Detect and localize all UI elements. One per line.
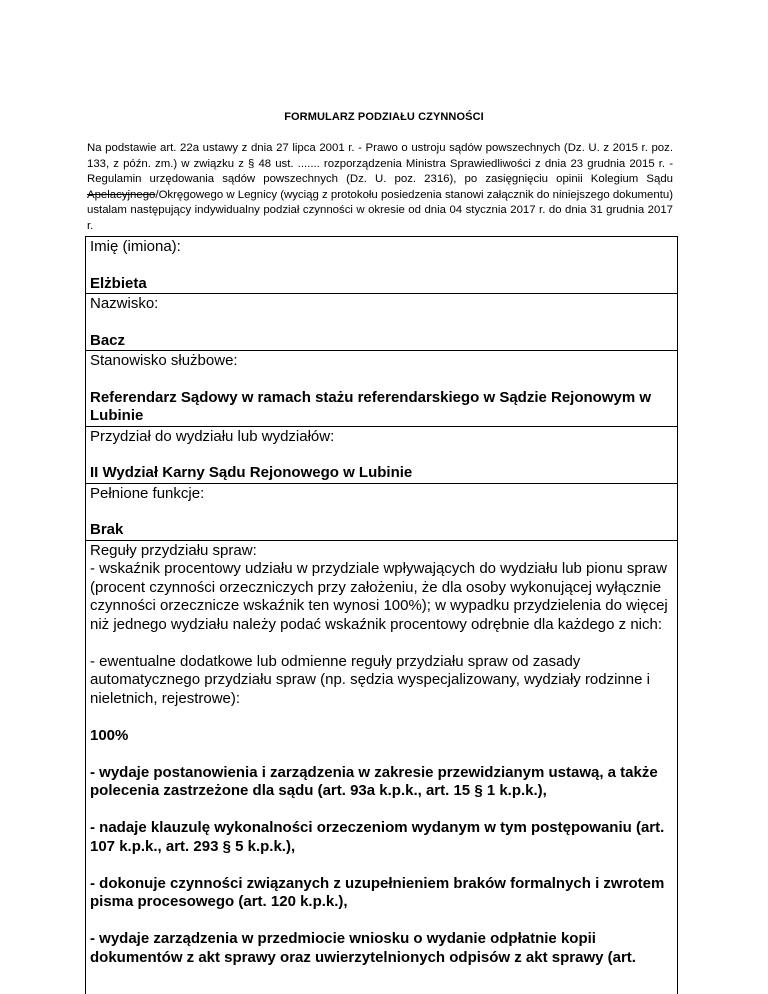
first-name-row	[86, 237, 677, 293]
rules-label: Reguły przydziału spraw:	[90, 541, 257, 559]
rule-percentage-description: - wskaźnik procentowy udziału w przydziale wpływających do wydziału lub pionu spraw (procent czynności orzeczniczych przy założeniu, że dla osoby wykonującej wyłącznie czynności orzecznicze wskaźnik ten wynosi 100%); w wypadku przydzielenia do więcej niż jednego wydziału należy podać wskaźnik procentowy odrębnie dla każdego z nich:	[90, 560, 668, 633]
division-value: II Wydział Karny Sądu Rejonowego w Lubinie	[90, 464, 413, 481]
division-label: Przydział do wydziału lub wydziałów:	[90, 427, 335, 445]
functions-value: Brak	[90, 521, 124, 538]
rule-additional-description: - ewentualne dodatkowe lub odmienne reguły przydziału spraw od zasady automatycznego przydziału spraw (np. sędzia wyspecjalizowany, wydziały rodzinne i nieletnich, rejestrowe):	[90, 652, 650, 707]
task-item: - wydaje postanowienia i zarządzenia w zakresie przewidzianym ustawą, a także polecenia zastrzeżone dla sądu (art. 93a k.p.k., art. 15 § 1 k.p.k.),	[90, 763, 658, 799]
rules-row	[86, 540, 677, 968]
position-row	[86, 350, 677, 426]
division-row	[86, 426, 677, 483]
preamble-text-start: Na podstawie art. 22a ustawy z dnia 27 lipca 2001 r. - Prawo o ustroju sądów powszechnych (Dz. U. z 2015 r. poz. 133, z późn. zm.) w związku z § 48 ust. ....... rozporządzenia Ministra Sprawiedliwości z dnia 23 grudnia 2015 r. - Regulamin urzędowania sądów powszechnych (Dz. U. poz. 2316), po zasięgnięciu opinii Kolegium Sądu	[87, 142, 673, 185]
last-name-row	[86, 293, 677, 350]
preamble-paragraph	[87, 141, 673, 234]
functions-label: Pełnione funkcje:	[90, 484, 205, 502]
preamble-strikethrough-text: Apelacyjnego	[87, 188, 156, 201]
task-item: - nadaje klauzulę wykonalności orzeczeniom wydanym w tym postępowaniu (art. 107 k.p.k., art. 293 § 5 k.p.k.),	[90, 819, 665, 855]
document-title: FORMULARZ PODZIAŁU CZYNNOŚCI	[284, 111, 484, 123]
assignment-form-table	[85, 236, 678, 994]
last-name-label: Nazwisko:	[90, 295, 159, 312]
preamble-text-end: /Okręgowego w Legnicy (wyciąg z protokołu posiedzenia stanowi załącznik do niniejszego dokumentu) ustalam następujący indywidualny podział czynności w okresie od dnia 04 stycznia 2017 r. do dnia 31 grudnia 2017 r.	[87, 188, 673, 232]
position-label: Stanowisko służbowe:	[90, 352, 238, 369]
task-item: - dokonuje czynności związanych z uzupełnieniem braków formalnych i zwrotem pisma procesowego (art. 120 k.p.k.),	[90, 874, 665, 910]
position-value: Referendarz Sądowy w ramach stażu referendarskiego w Sądzie Rejonowym w Lubinie	[90, 388, 652, 424]
functions-row	[86, 483, 677, 540]
first-name-label: Imię (imiona):	[90, 238, 181, 255]
rule-percentage-value: 100%	[90, 726, 129, 744]
last-name-value: Bacz	[90, 331, 126, 349]
first-name-value: Elżbieta	[90, 274, 147, 292]
task-item: - wydaje zarządzenia w przedmiocie wniosku o wydanie odpłatnie kopii dokumentów z akt sprawy oraz uwierzytelnionych odpisów z akt sprawy (art.	[90, 930, 636, 966]
